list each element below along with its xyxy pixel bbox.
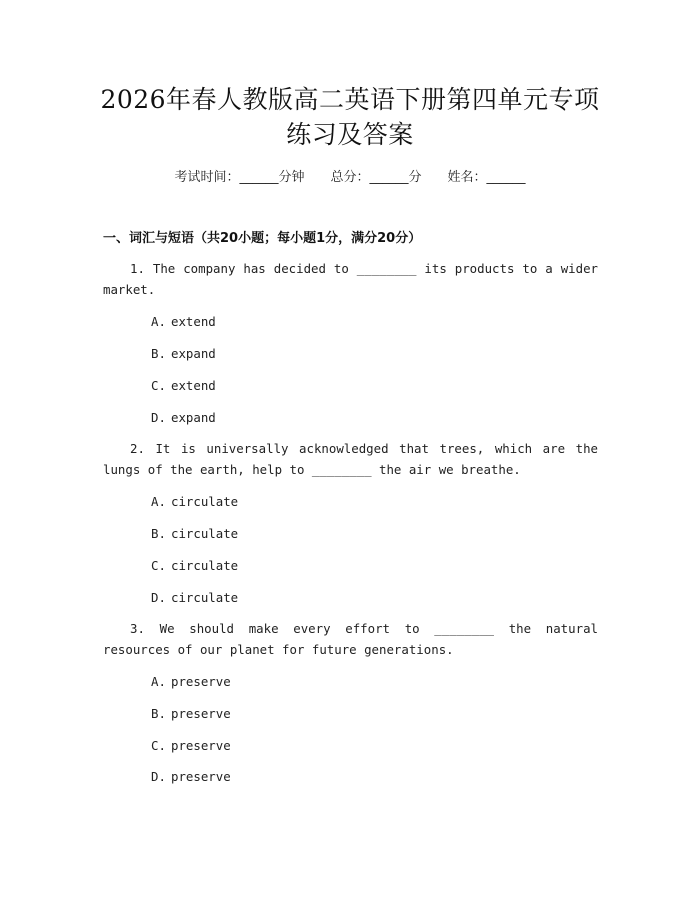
- option-letter: B.: [151, 706, 166, 721]
- option-letter: B.: [151, 526, 166, 541]
- question-stem: 1. The company has decided to ________ its products to a wider market.: [103, 261, 598, 297]
- option-item: [151, 736, 231, 756]
- option-text: circulate: [171, 526, 239, 541]
- name-blank: ______: [486, 170, 526, 185]
- option-text: expand: [171, 410, 216, 425]
- section-heading-vocabulary: 一、词汇与短语（共20小题；每小题1分，满分20分）: [103, 231, 422, 246]
- option-letter: C.: [151, 378, 166, 393]
- option-item: [151, 344, 216, 364]
- score-blank: ______: [369, 170, 409, 185]
- option-item: [151, 408, 216, 428]
- option-letter: A.: [151, 674, 166, 689]
- option-text: preserve: [171, 738, 231, 753]
- option-letter: B.: [151, 346, 166, 361]
- option-item: [151, 704, 231, 724]
- question-stem: 3. We should make every effort to ________ the natural resources of our planet for future generations.: [103, 621, 598, 657]
- option-letter: D.: [151, 410, 166, 425]
- time-unit: 分钟: [278, 170, 305, 185]
- document-title-line1: 2026年春人教版高二英语下册第四单元专项: [100, 85, 600, 114]
- option-text: circulate: [171, 590, 239, 605]
- name-label: 姓名：: [447, 170, 487, 185]
- option-item: [151, 588, 238, 608]
- option-item: [151, 524, 238, 544]
- score-label: 总分：: [330, 170, 370, 185]
- time-blank: ______: [239, 170, 279, 185]
- question-stem: 2. It is universally acknowledged that trees, which are the lungs of the earth, help to ________ the air we breathe.: [103, 441, 598, 477]
- option-text: preserve: [171, 674, 231, 689]
- option-letter: A.: [151, 314, 166, 329]
- option-text: expand: [171, 346, 216, 361]
- exam-info-line: [0, 168, 700, 188]
- option-text: preserve: [171, 769, 231, 784]
- option-text: extend: [171, 378, 216, 393]
- option-text: extend: [171, 314, 216, 329]
- time-label: 考试时间：: [174, 170, 240, 185]
- option-item: [151, 492, 238, 512]
- option-text: circulate: [171, 558, 239, 573]
- option-letter: C.: [151, 558, 166, 573]
- option-item: [151, 376, 216, 396]
- option-text: circulate: [171, 494, 239, 509]
- option-letter: C.: [151, 738, 166, 753]
- option-item: [151, 312, 216, 332]
- option-item: [151, 556, 238, 576]
- score-unit: 分: [408, 170, 422, 185]
- option-item: [151, 672, 231, 692]
- option-item: [151, 767, 231, 787]
- option-letter: D.: [151, 769, 166, 784]
- option-letter: A.: [151, 494, 166, 509]
- option-text: preserve: [171, 706, 231, 721]
- document-title-line2: 练习及答案: [286, 120, 414, 149]
- option-letter: D.: [151, 590, 166, 605]
